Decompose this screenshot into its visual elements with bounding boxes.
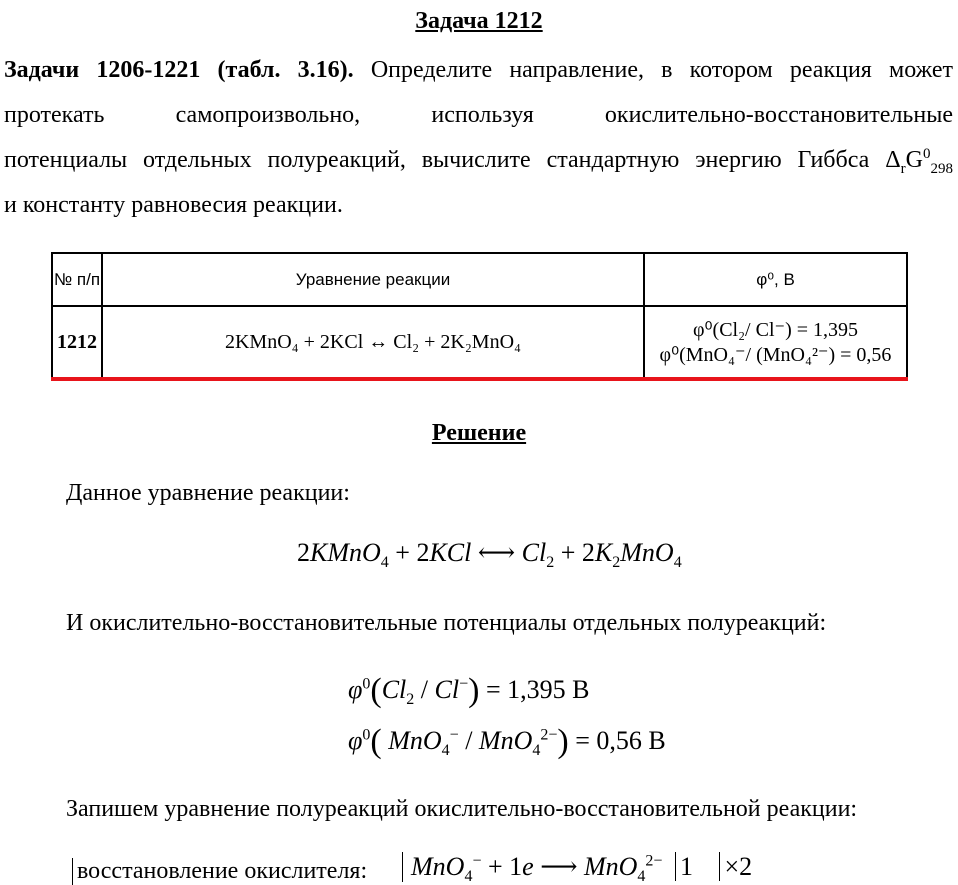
reaction-table bbox=[51, 252, 908, 379]
row-number: 1212 bbox=[52, 306, 102, 378]
row-potential-2: φ⁰(MnO₄⁻/ (MnO₄²⁻) = 0,56 bbox=[659, 344, 892, 366]
task-line-4: и константу равновесия реакции. bbox=[4, 192, 343, 218]
table-underline bbox=[51, 377, 908, 381]
task-line-3: потенциалы отдельных полуреакций, вычислите стандартную энергию Гиббса Δ bbox=[4, 147, 901, 173]
col-potential-header: φ⁰, В bbox=[644, 253, 907, 306]
col-number-header: № п/п bbox=[52, 253, 102, 306]
col-equation-header: Уравнение реакции bbox=[102, 253, 644, 306]
solution-p1: Данное уравнение реакции: bbox=[66, 480, 350, 506]
row-equation: 2KMnO₄ + 2KCl ↔ Cl₂ + 2K₂MnO₄ bbox=[102, 306, 644, 378]
gibbs-r: r bbox=[900, 160, 906, 177]
solution-heading: Решение bbox=[431, 420, 527, 446]
row-potential-1: φ⁰(Cl₂/ Cl⁻) = 1,395 bbox=[692, 319, 859, 341]
half-reaction-formula-cut: MnO$_4$− + 1e ⟶ MnO$_4^{2-}$ 1 ×2 bbox=[402, 852, 752, 882]
solution-p3: Запишем уравнение полуреакций окислительно-восстановительной реакции: bbox=[66, 796, 858, 822]
potential-1-value: = 1,395 В bbox=[485, 675, 590, 704]
row-potentials bbox=[644, 306, 907, 378]
gibbs-sub: 298 bbox=[930, 160, 953, 177]
potential-2-value: = 0,56 В bbox=[575, 726, 666, 755]
half-reaction-cut: восстановление окислителя: bbox=[72, 858, 367, 885]
task-line-2: протекать самопроизвольно, используя окислительно-восстановительные bbox=[4, 102, 953, 128]
task-ref: Задачи 1206-1221 (табл. 3.16). bbox=[4, 57, 354, 83]
reaction-formula: 2KMnO$_4$ + 2KCl ⟷ $Cl_2 + 2K_2MnO_4$ bbox=[297, 538, 682, 572]
potential-formula-2: $\varphi^0$( MnO$_4$− / MnO$_4^{2-}$) = 0,56 В bbox=[348, 723, 666, 760]
gibbs-g: G bbox=[905, 147, 923, 173]
task-title: Задача 1212 bbox=[415, 8, 543, 34]
solution-p2: И окислительно-восстановительные потенциалы отдельных полуреакций: bbox=[66, 610, 827, 636]
task-line-1: Определите направление, в котором реакция может bbox=[370, 57, 954, 83]
gibbs-sup: 0 bbox=[923, 146, 931, 162]
task-statement bbox=[4, 48, 953, 228]
potential-formula-1: $\varphi^0(Cl_2 / Cl^-) = 1,395$ В bbox=[348, 672, 590, 709]
